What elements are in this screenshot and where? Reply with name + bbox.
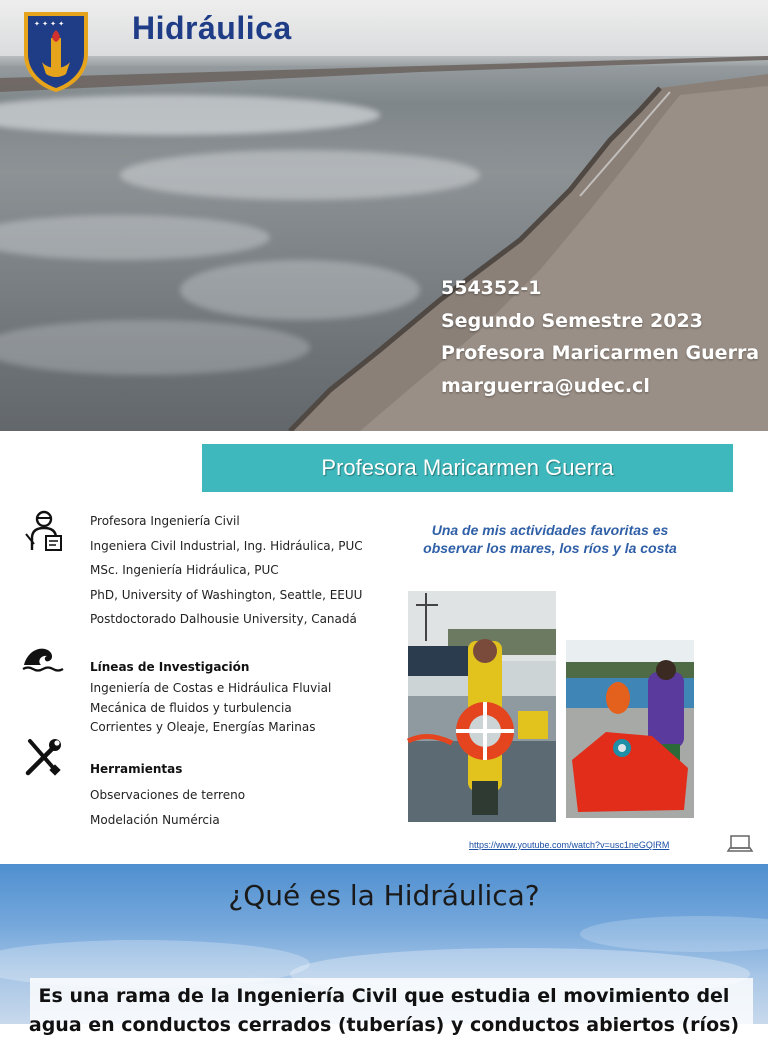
- research-item: Corrientes y Oleaje, Energías Marinas: [90, 720, 316, 734]
- quote-line: Una de mis actividades favoritas es: [431, 522, 669, 538]
- profile-list: [90, 509, 363, 632]
- university-shield-logo: [22, 10, 90, 94]
- youtube-link[interactable]: https://www.youtube.com/watch?v=usc1neGQIRM: [469, 840, 670, 850]
- research-heading: Líneas de Investigación: [90, 660, 250, 674]
- course-professor: Profesora Maricarmen Guerra: [441, 342, 760, 364]
- course-code: 554352-1: [441, 277, 542, 299]
- research-item: Ingeniería de Costas e Hidráulica Fluvial: [90, 681, 332, 695]
- section-title: ¿Qué es la Hidráulica?: [228, 879, 540, 912]
- boat-photo: [408, 591, 556, 822]
- profile-item: Profesora Ingeniería Civil: [90, 514, 240, 528]
- definition-slide: [0, 864, 768, 1036]
- teacher-icon: [24, 510, 64, 552]
- svg-text:✦ ✦ ✦ ✦: ✦ ✦ ✦ ✦: [34, 20, 65, 28]
- course-semester: Segundo Semestre 2023: [441, 309, 703, 332]
- tools-list: [90, 783, 245, 832]
- title-slide: [0, 0, 768, 431]
- profile-item: Ingeniera Civil Industrial, Ing. Hidráulica, PUC: [90, 538, 363, 553]
- favorite-activity-quote: [405, 521, 695, 557]
- definition-text: [0, 982, 768, 1040]
- course-title: Hidráulica: [132, 10, 292, 46]
- tools-heading: Herramientas: [90, 762, 183, 776]
- research-item: Mecánica de fluidos y turbulencia: [90, 700, 292, 715]
- definition-line: Es una rama de la Ingeniería Civil que estudia el movimiento del: [38, 985, 730, 1007]
- tools-item: Observaciones de terreno: [90, 788, 246, 802]
- tools-icon: [24, 737, 62, 777]
- professor-email[interactable]: marguerra@udec.cl: [441, 374, 650, 397]
- wave-icon: [23, 645, 63, 673]
- laptop-icon: [727, 834, 753, 854]
- research-list: [90, 679, 331, 738]
- profile-item: MSc. Ingeniería Hidráulica, PUC: [90, 563, 279, 577]
- professor-slide: [0, 431, 768, 864]
- deck-photo: [566, 640, 694, 818]
- tools-item: Modelación Numércia: [90, 812, 220, 827]
- professor-banner: Profesora Maricarmen Guerra: [202, 444, 733, 492]
- profile-item: PhD, University of Washington, Seattle, EEUU: [90, 587, 363, 602]
- definition-line: agua en conductos cerrados (tuberías) y conductos abiertos (ríos): [28, 1014, 740, 1036]
- quote-line: observar los mares, los ríos y la costa: [423, 540, 677, 556]
- course-info: [441, 272, 759, 402]
- profile-item: Postdoctorado Dalhousie University, Canadá: [90, 612, 357, 626]
